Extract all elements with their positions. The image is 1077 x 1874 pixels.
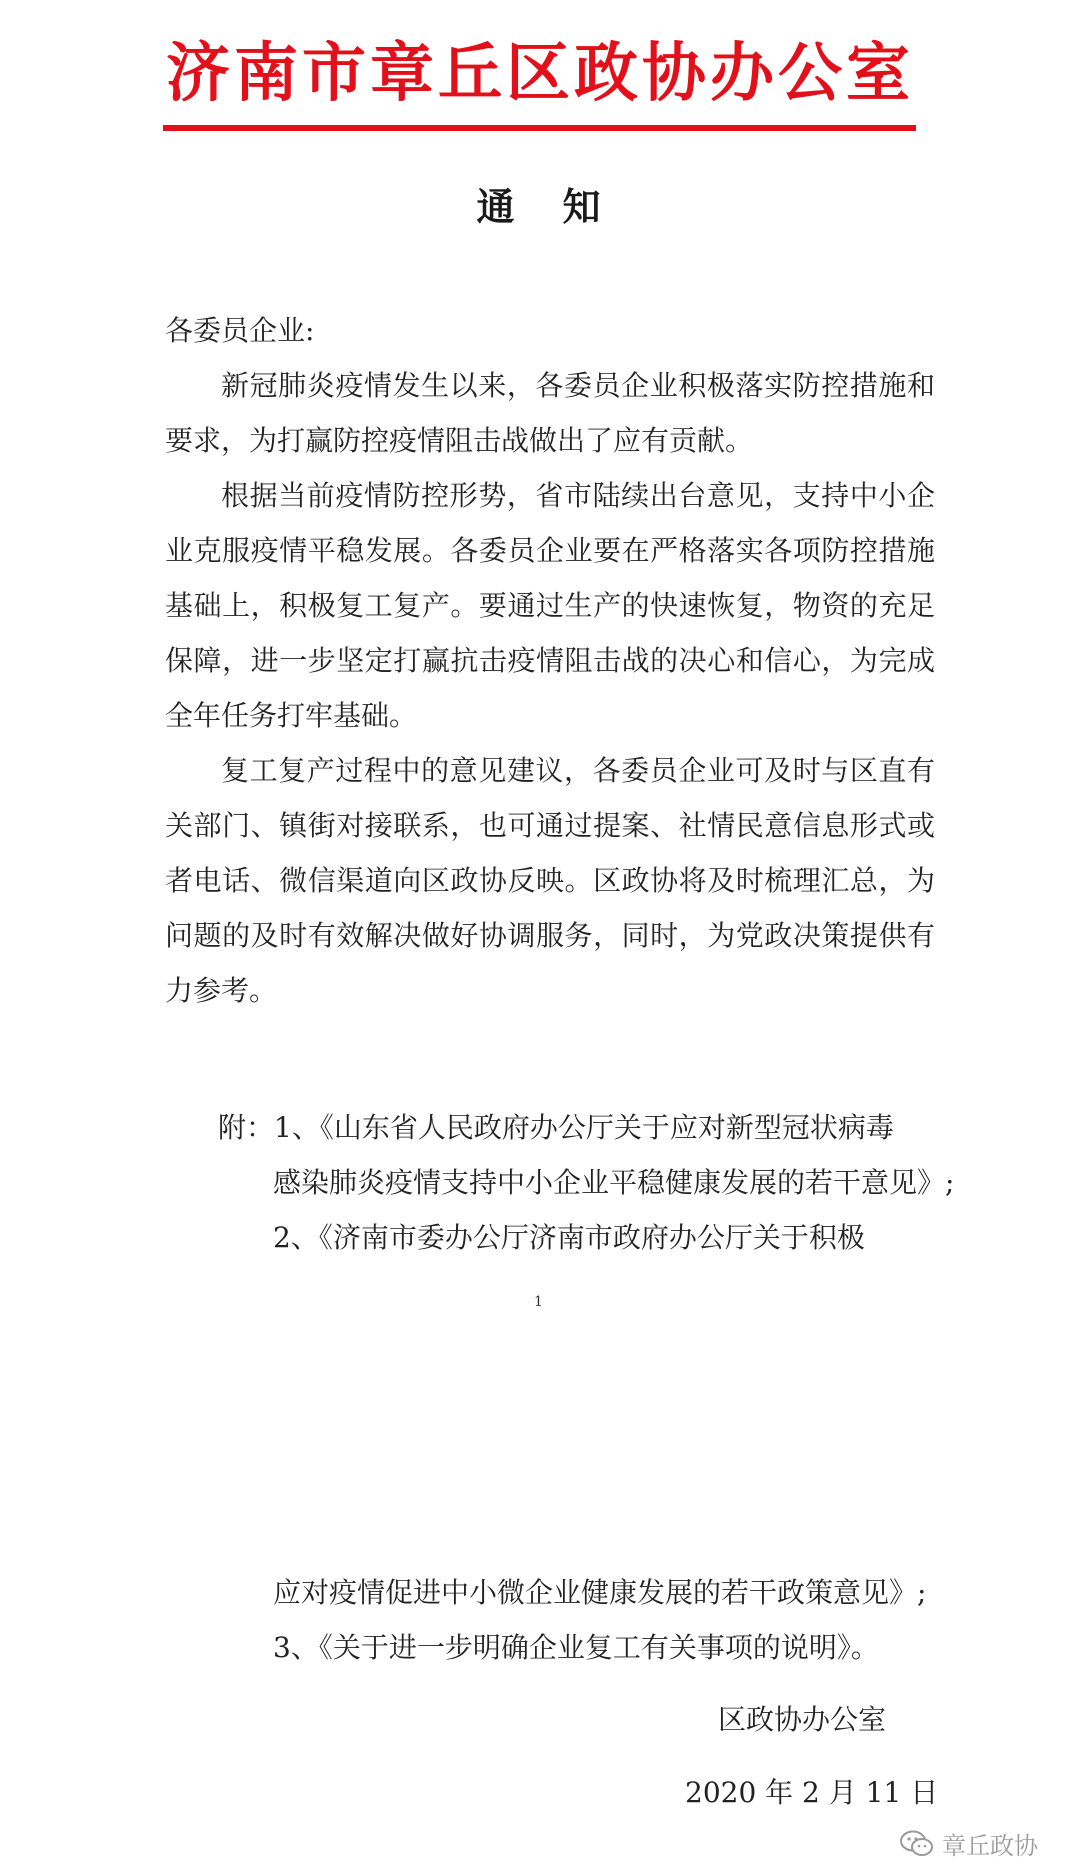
paragraph-3: 复工复产过程中的意见建议，各委员企业可及时与区直有关部门、镇街对接联系，也可通过提案、社情民意信息形式或者电话、微信渠道向区政协反映。区政协将及时梳理汇总，为问题的及时有效解决做好协调服务，同时，为党政决策提供有力参考。: [165, 754, 935, 1007]
paragraph-1: 新冠肺炎疫情发生以来，各委员企业积极落实防控措施和要求，为打赢防控疫情阻击战做出了应有贡献。: [165, 369, 935, 457]
attachment-line-3: 2、《济南市委办公厅济南市政府办公厅关于积极: [273, 1221, 865, 1254]
salutation: 各委员企业:: [165, 314, 315, 347]
wechat-icon: [900, 1830, 934, 1858]
attachment-line-2: 感染肺炎疫情支持中小企业平稳健康发展的若干意见》;: [273, 1166, 955, 1199]
paragraph-2: 根据当前疫情防控形势，省市陆续出台意见，支持中小企业克服疫情平稳发展。各委员企业要在严格落实各项防控措施基础上，积极复工复产。要通过生产的快速恢复，物资的充足保障，进一步坚定打赢抗击疫情阻击战的决心和信心，为完成全年任务打牢基础。: [165, 479, 935, 732]
page-number: 1: [534, 1294, 543, 1310]
notice-heading: 通知: [476, 185, 649, 229]
issue-date: 2020 年 2 月 11 日: [685, 1776, 939, 1809]
attachment-line-1: 附：1、《山东省人民政府办公厅关于应对新型冠状病毒: [218, 1111, 894, 1144]
attachment-line-5: 3、《关于进一步明确企业复工有关事项的说明》。: [273, 1631, 879, 1664]
wechat-watermark: [900, 1826, 1038, 1861]
attachment-line-4: 应对疫情促进中小微企业健康发展的若干政策意见》;: [273, 1576, 927, 1609]
org-letterhead-title: 济南市章丘区政协办公室: [166, 36, 914, 111]
letterhead-red-rule: [163, 125, 916, 131]
issuer-signature: 区政协办公室: [718, 1703, 887, 1736]
watermark-label: 章丘政协: [942, 1832, 1038, 1860]
